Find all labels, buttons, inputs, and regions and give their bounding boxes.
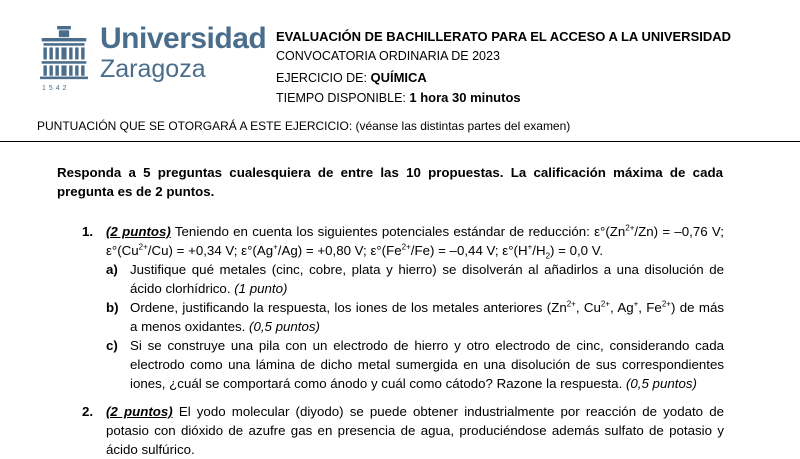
exam-subject [276,70,427,85]
logo-year: 1542 [42,85,70,92]
university-building-icon [36,26,92,86]
question-points: (2 puntos) [106,404,173,419]
subquestion-text: Ordene, justificando la respuesta, los iones de los metales anteriores [130,300,547,315]
exam-time [276,90,521,105]
question-number: 2. [82,404,94,419]
logo-university-name: Universidad [100,22,267,55]
time-value: 1 hora 30 minutos [409,90,521,105]
subject-value: QUÍMICA [370,70,427,85]
subquestion-a [106,260,724,298]
logo-city-name: Zaragoza [100,55,206,83]
subquestion-c [106,336,724,393]
question-number: 1. [82,224,94,239]
subquestion-letter: c) [106,338,118,353]
exam-session: CONVOCATORIA ORDINARIA DE 2023 [276,49,500,63]
subquestion-points: (1 punto) [234,281,288,296]
subquestion-text-end: de más a menos oxidantes. [130,300,724,334]
time-label: TIEMPO DISPONIBLE: [276,91,410,105]
question-points: (2 puntos) [106,224,171,239]
instructions: Responda a 5 preguntas cualesquiera de entre las 10 propuestas. La calificación máxima de cada pregunta es de 2 puntos. [57,165,723,199]
question-text: (2 puntos) Teniendo en cuenta los siguientes potenciales estándar de reducción: $\varepsilon^\circ(Zn^{2+}/Zn) = -0,76$ V; $\varepsilon^\circ(Cu^{2+}/Cu) = +0,34$ V; ε°(Ag+/Ag) = +0,80 V; $\varepsilon^\circ(Fe^{2+}/Fe) = -0,44$ V; $\varepsilon^\circ(H^+/H_2) = 0,0$ V. [106,223,724,261]
subquestion-b: b) Ordene, justificando la respuesta, los iones de los metales anteriores ($Zn^{2+}$, $Cu^{2+}$, Ag+, $Fe^{2+}$) de más a menos oxidantes. (0,5 puntos) [106,299,724,334]
subquestion-points: (0,5 puntos) [249,319,320,334]
subquestion-letter: b) [106,300,119,315]
subject-label: EJERCICIO DE: [276,71,371,85]
subquestion-letter: a) [106,262,118,277]
subquestion-text: Si se construye una pila con un electrodo de hierro y otro electrodo de cinc, considerando cada electrodo como una lámina de dicho metal sumergida en una disolución de sus correspondientes iones, ¿cuál se comportará como ánodo y cuál como cátodo? Razone la respuesta. [130,338,724,391]
question-body: El yodo molecular (diyodo) se puede obtener industrialmente por reacción de yodato de potasio con dióxido de azufre gas en presencia de agua, produciéndose además sulfato de potasio y ácido sulfúrico. [106,404,724,457]
question-2 [82,402,724,459]
subquestion-text: Justifique qué metales (cinc, cobre, plata y hierro) se disolverán al añadirlos a una disolución de ácido clorhídrico. [130,262,724,296]
score-line: PUNTUACIÓN QUE SE OTORGARÁ A ESTE EJERCICIO: (véanse las distintas partes del examen) [37,119,571,133]
divider [0,141,800,142]
question-1 [82,222,724,393]
subquestion-points: (0,5 puntos) [625,376,697,391]
question-intro: Teniendo en cuenta los siguientes potenciales estándar de reducción: [170,224,595,239]
exam-title: EVALUACIÓN DE BACHILLERATO PARA EL ACCESO A LA UNIVERSIDAD [276,29,732,44]
question-text [106,402,724,459]
